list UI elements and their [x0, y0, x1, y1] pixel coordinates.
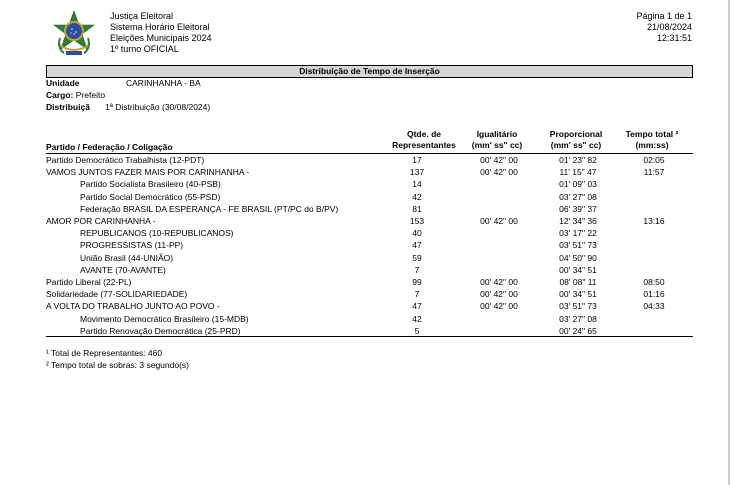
row-qtde: 7 — [414, 289, 420, 300]
row-qtde: 99 — [412, 277, 422, 287]
row-party-name: REPUBLICANOS (10-REPUBLICANOS) — [80, 228, 234, 239]
header-turno: 1º turno OFICIAL — [110, 44, 179, 54]
table-bottom-separator — [46, 336, 693, 337]
header-election: Eleições Municipais 2024 — [110, 33, 212, 43]
row-party-name: Partido Social Democrático (55-PSD) — [80, 191, 221, 202]
col-header-qtde-line2: Representantes — [392, 140, 456, 150]
footnote-total-representantes: ¹ Total de Representantes: 460 — [46, 348, 163, 358]
info-unidade — [46, 78, 201, 88]
page-info: Página 1 de 1 — [636, 11, 692, 21]
distribuicao-value: 1ª Distribuição (30/08/2024) — [105, 102, 211, 112]
row-proporcional: 06' 39" 37 — [559, 203, 597, 214]
row-igualitario: 00' 42" 00 — [480, 216, 518, 226]
row-tempo-total: 08:50 — [643, 277, 665, 287]
info-cargo — [46, 90, 105, 100]
table-row — [46, 178, 693, 190]
col-header-qtde-line1: Qtde. de — [406, 129, 441, 139]
row-party-name: Federação BRASIL DA ESPERANÇA - FE BRASIL (PT/PC do B/PV) — [80, 203, 339, 214]
row-party-name: União Brasil (44-UNIÃO) — [80, 252, 174, 263]
row-qtde: 14 — [412, 179, 422, 190]
row-qtde: 59 — [412, 252, 422, 263]
col-header-total-line2: (mm:ss) — [635, 140, 669, 150]
row-proporcional: 03' 51" 73 — [559, 301, 597, 312]
row-party-name: Partido Liberal (22-PL) — [46, 277, 132, 287]
row-proporcional: 00' 24" 65 — [559, 325, 597, 336]
row-proporcional: 01' 23" 82 — [559, 155, 597, 165]
table-row — [46, 313, 693, 325]
table-row — [46, 325, 693, 337]
table-row — [46, 252, 693, 264]
row-party-name: AMOR POR CARINHANHA - — [46, 216, 156, 226]
row-tempo-total: 13:16 — [643, 216, 665, 226]
row-qtde: 47 — [412, 240, 422, 251]
col-header-prop — [544, 129, 608, 151]
row-igualitario: 00' 42" 00 — [480, 155, 518, 165]
row-party-name: A VOLTA DO TRABALHO JUNTO AO POVO - — [46, 301, 220, 312]
table-row — [46, 264, 693, 276]
header-system: Sistema Horário Eleitoral — [110, 22, 210, 32]
table-row — [46, 239, 693, 251]
row-proporcional: 04' 50" 90 — [559, 252, 597, 263]
report-date: 21/08/2024 — [646, 22, 692, 32]
report-time: 12:31:51 — [656, 33, 692, 43]
row-party-name: Movimento Democrático Brasileiro (15-MDB) — [80, 313, 249, 324]
report-title: Distribuição de Tempo de Inserção — [46, 65, 693, 78]
info-distribuicao — [46, 102, 211, 112]
row-tempo-total: 11:57 — [643, 167, 665, 178]
row-qtde: 137 — [409, 167, 425, 178]
footnote-tempo-sobras: ² Tempo total de sobras: 3 segundo(s) — [46, 360, 190, 370]
table-row — [46, 203, 693, 215]
row-proporcional: 00' 34" 51 — [559, 264, 597, 275]
distribuicao-label: Distribuiçã — [46, 102, 90, 112]
row-proporcional: 08' 08" 11 — [559, 277, 597, 287]
table-row — [46, 227, 693, 239]
row-proporcional: 03' 27" 08 — [559, 191, 597, 202]
table-row — [46, 166, 693, 178]
col-header-total — [617, 129, 687, 151]
table-row — [46, 191, 693, 203]
row-proporcional: 12' 34" 36 — [559, 216, 597, 226]
row-qtde: 42 — [412, 313, 422, 324]
row-qtde: 17 — [412, 155, 422, 165]
row-party-name: PROGRESSISTAS (11-PP) — [80, 240, 184, 251]
unidade-value: CARINHANHA - BA — [126, 78, 201, 88]
col-header-name: Partido / Federação / Coligação — [46, 142, 173, 152]
unidade-label: Unidade — [46, 78, 80, 88]
table-row — [46, 276, 693, 288]
table-row — [46, 300, 693, 312]
cargo-value: Prefeito — [75, 90, 106, 100]
row-qtde: 47 — [412, 301, 422, 312]
col-header-igual — [465, 129, 529, 151]
row-proporcional: 03' 17" 22 — [559, 228, 597, 239]
row-proporcional: 01' 09" 03 — [559, 179, 597, 190]
col-header-qtde — [384, 129, 464, 151]
col-header-igual-line1: Igualitário — [476, 129, 518, 139]
table-row — [46, 288, 693, 300]
row-party-name: Partido Renovação Democrática (25-PRD) — [80, 325, 241, 336]
row-qtde: 40 — [412, 228, 422, 239]
col-header-total-line1: Tempo total ² — [625, 129, 679, 139]
row-qtde: 81 — [412, 203, 422, 214]
row-party-name: VAMOS JUNTOS FAZER MAIS POR CARINHANHA - — [46, 167, 250, 178]
table-row — [46, 215, 693, 227]
row-party-name: AVANTE (70-AVANTE) — [80, 264, 166, 275]
row-party-name: Partido Democrático Trabalhista (12-PDT) — [46, 155, 205, 165]
row-proporcional: 03' 27" 08 — [559, 313, 597, 324]
row-igualitario: 00' 42" 00 — [480, 301, 518, 312]
col-header-prop-line2: (mm' ss" cc) — [550, 140, 602, 150]
brazil-coat-of-arms-icon — [52, 10, 96, 58]
row-proporcional: 00' 34" 51 — [559, 289, 597, 300]
row-qtde: 153 — [409, 216, 425, 226]
table-row — [46, 154, 693, 166]
row-proporcional: 11' 15" 47 — [559, 167, 597, 178]
cargo-label: Cargo: — [46, 90, 74, 100]
row-qtde: 42 — [412, 191, 422, 202]
col-header-igual-line2: (mm' ss" cc) — [471, 140, 523, 150]
row-igualitario: 00' 42" 00 — [480, 277, 518, 287]
row-tempo-total: 01:16 — [643, 289, 665, 300]
row-igualitario: 00' 42" 00 — [480, 167, 518, 178]
row-tempo-total: 04:33 — [643, 301, 665, 312]
row-qtde: 5 — [414, 325, 420, 336]
row-party-name: Partido Socialista Brasileiro (40-PSB) — [80, 179, 221, 190]
row-proporcional: 03' 51" 73 — [559, 240, 597, 251]
col-header-prop-line1: Proporcional — [549, 129, 603, 139]
header-org: Justiça Eleitoral — [110, 11, 174, 21]
row-party-name: Solidariedade (77-SOLIDARIEDADE) — [46, 289, 188, 300]
row-igualitario: 00' 42" 00 — [480, 289, 518, 300]
row-tempo-total: 02:05 — [643, 155, 665, 165]
row-qtde: 7 — [414, 264, 420, 275]
